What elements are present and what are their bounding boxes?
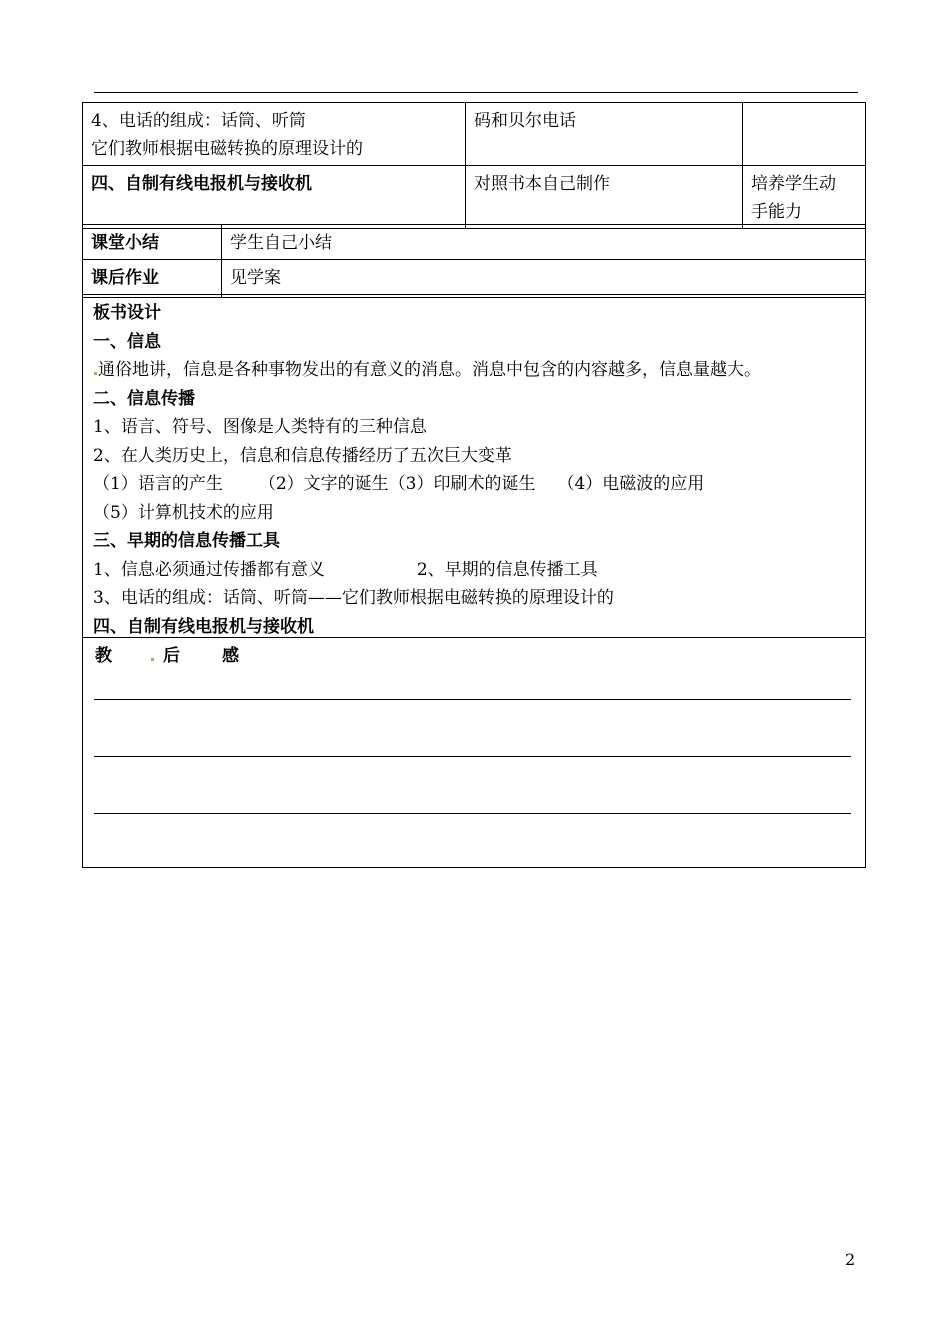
board-text: 1、信息必须通过传播都有意义 2、早期的信息传播工具 [93, 559, 598, 580]
cell-line: 它们教师根据电磁转换的原理设计的 [91, 139, 363, 159]
table-row [83, 225, 866, 260]
board-text: 1、语言、符号、图像是人类特有的三种信息 [93, 417, 427, 437]
table-cell [83, 166, 466, 229]
marker-dot [151, 658, 154, 661]
cell-line: 培养学生动 [751, 174, 836, 194]
reflection-title: 教 后 感 [95, 646, 239, 666]
page-number: 2 [845, 1250, 856, 1269]
marker-dot [94, 372, 97, 375]
table-cell [743, 166, 866, 229]
row-value: 见学案 [222, 260, 866, 298]
cell-line: 手能力 [751, 202, 802, 222]
header-rule [94, 92, 858, 93]
row-value: 学生自己小结 [222, 225, 866, 260]
table-row [83, 260, 866, 298]
board-text: 3、电话的组成：话筒、听筒——它们教师根据电磁转换的原理设计的 [93, 588, 614, 608]
writing-line [94, 813, 851, 814]
writing-line [94, 756, 851, 757]
cell-text: 对照书本自己制作 [474, 174, 610, 194]
summary-table [82, 224, 866, 298]
cell-line: 4、电话的组成：话筒、听筒 [91, 111, 306, 131]
section-heading: 三、早期的信息传播工具 [93, 531, 280, 551]
cell-text: 四、自制有线电报机与接收机 [91, 174, 312, 194]
section-heading: 四、自制有线电报机与接收机 [93, 616, 314, 637]
board-text: （1）语言的产生 （2）文字的诞生（3）印刷术的诞生 （4）电磁波的应用 [93, 474, 705, 494]
reflection-box [82, 637, 866, 868]
writing-line [94, 699, 851, 700]
board-text: （5）计算机技术的应用 [93, 502, 274, 523]
board-design [82, 294, 866, 638]
section-heading: 二、信息传播 [93, 388, 195, 409]
table-cell [466, 103, 743, 166]
table-cell [743, 103, 866, 166]
table-cell [83, 103, 466, 166]
board-text: 2、在人类历史上，信息和信息传播经历了五次巨大变革 [93, 445, 512, 466]
activity-table [82, 102, 866, 229]
table-row [83, 103, 866, 166]
table-cell [466, 166, 743, 229]
row-label: 课后作业 [83, 260, 222, 298]
section-heading: 一、信息 [93, 331, 161, 352]
board-text: 通俗地讲，信息是各种事物发出的有意义的消息。消息中包含的内容越多，信息量越大。 [93, 356, 865, 385]
row-label: 课堂小结 [83, 225, 222, 260]
board-title: 板书设计 [93, 303, 161, 323]
table-row [83, 166, 866, 229]
cell-text: 码和贝尔电话 [474, 111, 576, 131]
